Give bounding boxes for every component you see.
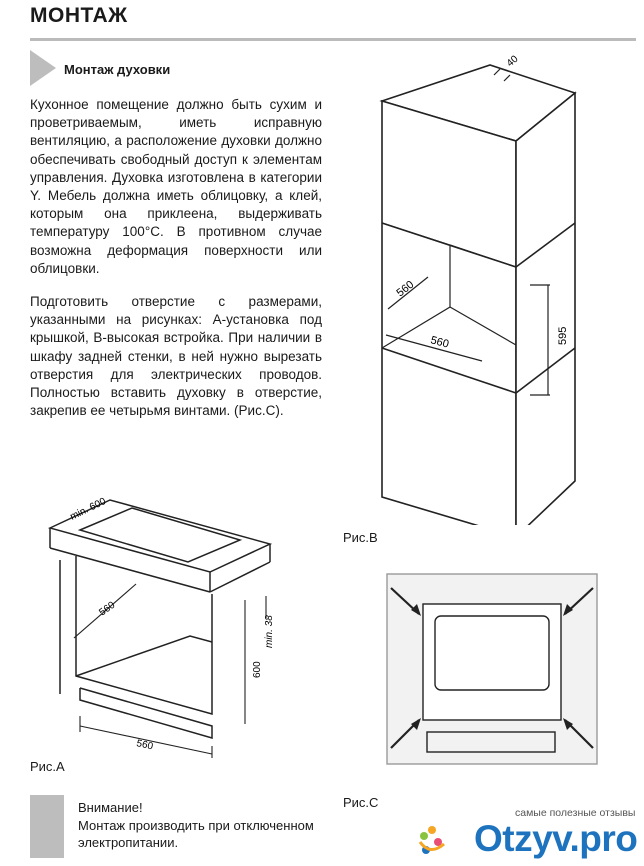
watermark-logo-icon	[412, 822, 466, 862]
figure-a-diagram	[40, 488, 280, 758]
paragraph-text: Кухонное помещение должно быть сухим и проветриваемым, иметь исправную вентиляцию, а расположение духовки должно обеспечивать свободный доступ к элементам управления. Духовка изготовлена в категории Y. Мебель должна иметь облицовку, а клей, которым она приклеена, выдерживать температуру 100°C. В противном случае возможна деформация поверхности или облицовки.	[30, 97, 322, 276]
warning-marker	[30, 795, 64, 858]
title-divider	[30, 38, 636, 41]
dim-width: 560	[135, 738, 154, 753]
figure-c-diagram	[383, 568, 603, 768]
figure-b-diagram	[370, 45, 600, 525]
paragraph-text: Подготовить отверстие с размерами, указанными на рисунках: А-установка под крышкой, В-высокая встройка. При наличии в шкафу задней стенки, в ней нужно вырезать отверстия для электрических проводов. Полностью вставить духовку в отверстие, закрепив ее четырьмя винтами. (Рис.С).	[30, 294, 322, 419]
dim-height: 595	[557, 326, 569, 345]
warning-text: Монтаж производить при отключенном электропитании.	[78, 817, 314, 850]
paragraph-requirements	[30, 96, 322, 278]
dim-depth: 560	[394, 278, 417, 300]
warning-title: Внимание!	[78, 800, 143, 815]
dim-width: 560	[429, 334, 451, 351]
dim-min-depth: min. 600	[68, 495, 108, 523]
figure-c-caption: Рис.C	[343, 795, 379, 810]
section-marker-icon	[30, 50, 56, 86]
dim-depth: 560	[97, 599, 118, 619]
figure-a-caption: Рис.A	[30, 759, 65, 774]
warning-note	[78, 799, 338, 852]
dim-min-gap: min. 38	[264, 615, 275, 648]
page-title: МОНТАЖ	[30, 4, 128, 27]
figure-b-caption: Рис.B	[343, 530, 378, 545]
dim-top: 40	[504, 53, 521, 70]
watermark-brand: Otzyv.pro	[474, 818, 638, 859]
section-title: Монтаж духовки	[64, 62, 171, 77]
watermark-tagline: самые полезные отзывы	[515, 807, 636, 819]
paragraph-installation	[30, 293, 322, 420]
dim-height: 600	[252, 661, 263, 678]
